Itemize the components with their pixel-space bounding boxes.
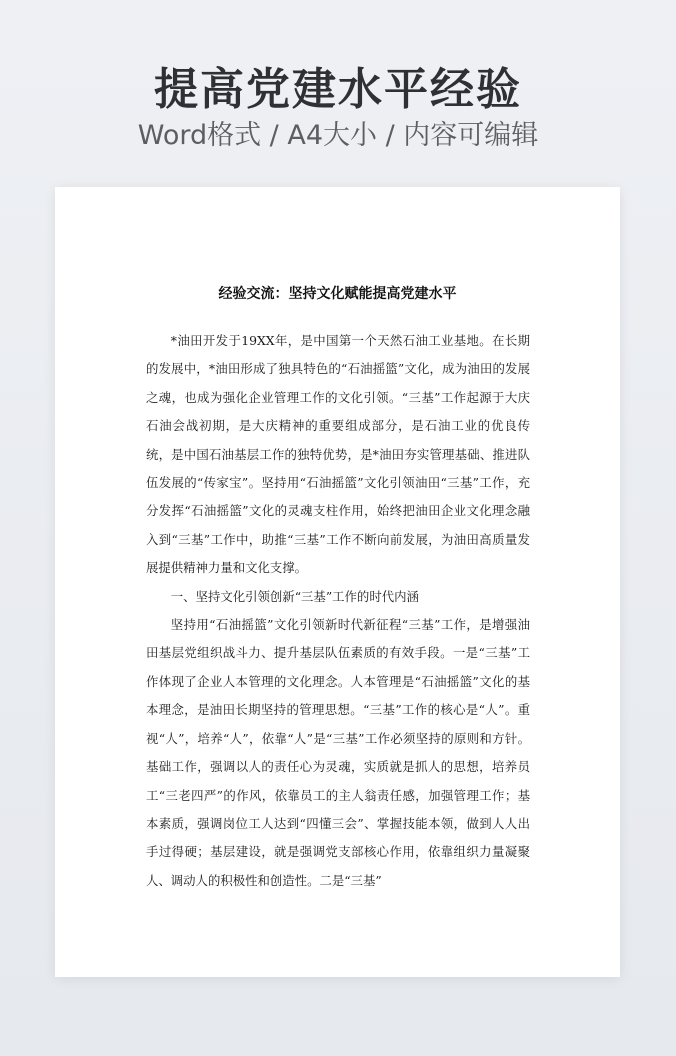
document-title: 经验交流：坚持文化赋能提高党建水平 — [218, 286, 457, 302]
paragraph-intro: *油田开发于19XX年，是中国第一个天然石油工业基地。在长期的发展中，*油田形成了独具特色的“石油摇篮”文化，成为油田的发展之魂，也成为强化企业管理工作的文化引领。“三基”工作起源于大庆石油会战初期，是大庆精神的重要组成部分，是石油工业的优良传统，是中国石油基层工作的独特优势，是*油田夯实管理基础、推进队伍发展的“传家宝”。坚持用“石油摇篮”文化引领油田“三基”工作，充分发挥“石油摇篮”文化的灵魂支柱作用，始终把油田企业文化理念融入到“三基”工作中，助推“三基”工作不断向前发展，为油田高质量发展提供精神力量和文化支撑。 — [146, 333, 530, 576]
section-heading: 一、坚持文化引领创新“三基”工作的时代内涵 — [170, 588, 419, 604]
banner — [0, 0, 676, 186]
banner-title: 提高党建水平经验 — [154, 64, 522, 115]
document-body — [146, 327, 530, 895]
banner-subtitle: Word格式 / A4大小 / 内容可编辑 — [137, 120, 539, 151]
document-page — [55, 187, 620, 977]
paragraph-section-one: 坚持用“石油摇篮”文化引领新时代新征程“三基”工作，是增强油田基层党组织战斗力、提升基层队伍素质的有效手段。一是“三基”工作体现了企业人本管理的文化理念。人本管理是“石油摇篮”文化的基本理念，是油田长期坚持的管理思想。“三基”工作的核心是“人”。重视“人”，培养“人”，依靠“人”是“三基”工作必须坚持的原则和方针。基础工作，强调以人的责任心为灵魂，实质就是抓人的思想，培养员工“三老四严”的作风，依靠员工的主人翁责任感，加强管理工作；基本素质，强调岗位工人达到“四懂三会”、掌握技能本领，做到人人出手过得硬；基层建设，就是强调党支部核心作用，依靠组织力量凝聚人、调动人的积极性和创造性。二是“三基” — [146, 617, 530, 888]
